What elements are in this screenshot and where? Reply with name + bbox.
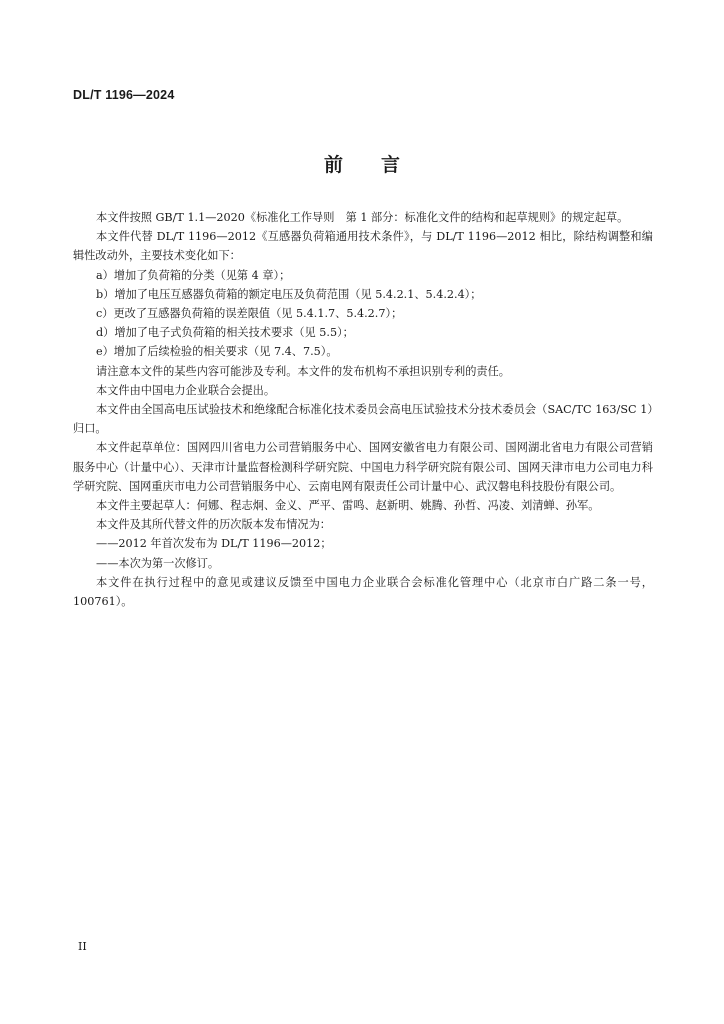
change-item: b）增加了电压互感器负荷箱的额定电压及负荷范围（见 5.4.2.1、5.4.2.4）； (96, 287, 482, 301)
page-title (0, 150, 724, 177)
paragraph-patent: 请注意本文件的某些内容可能涉及专利。本文件的发布机构不承担识别专利的责任。 (96, 364, 510, 378)
paragraph-drafting-units: 本文件起草单位：国网四川省电力公司营销服务中心、国网安徽省电力有限公司、国网湖北省电力有限公司营销服务中心（计量中心）、天津市计量监督检测科学研究院、中国电力科学研究院有限公司、国网天津市电力公司电力科学研究院、国网重庆市电力公司营销服务中心、云南电网有限责任公司计量中心、武汉磐电科技股份有限公司。 (73, 441, 653, 493)
change-item: c）更改了互感器负荷箱的误差限值（见 5.4.1.7、5.4.2.7）； (96, 307, 403, 321)
paragraph-proposer: 本文件由中国电力企业联合会提出。 (96, 383, 276, 397)
history-item: ——本次为第一次修订。 (96, 556, 220, 570)
change-item: d）增加了电子式负荷箱的相关技术要求（见 5.5）； (96, 326, 354, 340)
paragraph-replacement: 本文件代替 DL/T 1196—2012《互感器负荷箱通用技术条件》，与 DL/T 1196—2012 相比，除结构调整和编辑性改动外，主要技术变化如下： (73, 230, 653, 263)
standard-number: DL/T 1196—2024 (73, 88, 175, 102)
paragraph-drafting-rules: 本文件按照 GB/T 1.1—2020《标准化工作导则 第 1 部分：标准化文件的结构和起草规则》的规定起草。 (96, 211, 629, 224)
paragraph-committee: 本文件由全国高电压试验技术和绝缘配合标准化技术委员会高电压试验技术分技术委员会（SAC/TC 163/SC 1）归口。 (73, 403, 653, 436)
change-item: e）增加了后续检验的相关要求（见 7.4、7.5）。 (96, 345, 338, 359)
paragraph-drafters: 本文件主要起草人：何娜、程志炯、金义、严平、雷鸣、赵新明、姚腾、孙哲、冯凌、刘清蝉、孙军。 (96, 499, 600, 513)
paragraph-feedback: 本文件在执行过程中的意见或建议反馈至中国电力企业联合会标准化管理中心（北京市白广路二条一号，100761）。 (73, 575, 653, 609)
paragraph-history-intro: 本文件及其所代替文件的历次版本发布情况为： (96, 518, 331, 532)
foreword-body (73, 208, 653, 611)
history-item: ——2012 年首次发布为 DL/T 1196—2012； (96, 537, 332, 551)
title-char-2: 言 (381, 154, 401, 176)
change-item: a）增加了负荷箱的分类（见第 4 章）； (96, 268, 291, 282)
page-number: II (78, 940, 87, 953)
title-char-1: 前 (323, 154, 343, 176)
